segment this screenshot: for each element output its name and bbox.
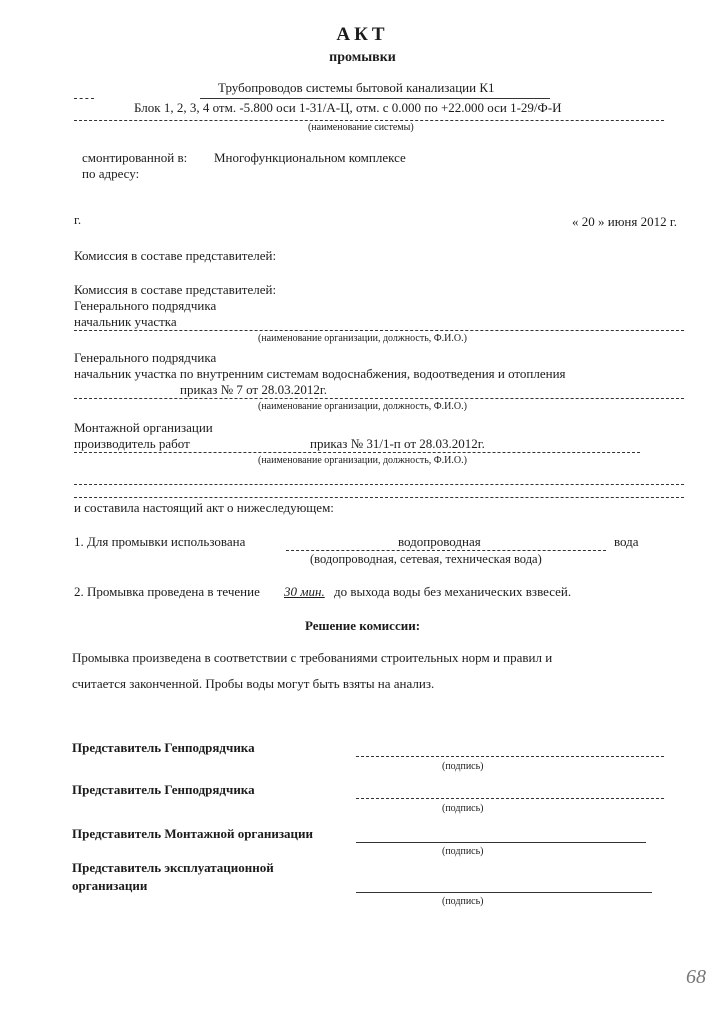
item1-caption: (водопроводная, сетевая, техническая вода) <box>310 552 542 566</box>
fill-line <box>74 497 684 498</box>
fill-line <box>74 452 640 453</box>
rep1-position: начальник участка <box>74 314 177 329</box>
signature-caption: (подпись) <box>442 761 484 772</box>
rep2-caption: (наименование организации, должность, Ф.И.О.) <box>258 401 467 412</box>
fill-line <box>74 330 684 331</box>
fill-line <box>74 120 664 121</box>
item2-suffix: до выхода воды без механических взвесей. <box>334 584 572 599</box>
mounted-value: Многофункциональном комплексе <box>214 150 406 165</box>
signature-label-installer: Представитель Монтажной организации <box>72 826 314 841</box>
signature-caption: (подпись) <box>442 896 484 907</box>
act-subtitle: промывки <box>329 50 396 65</box>
signature-label-operator-line2: организации <box>72 878 148 893</box>
item2-prefix: 2. Промывка проведена в течение <box>74 584 260 599</box>
address-label: по адресу: <box>82 166 140 181</box>
signature-caption: (подпись) <box>442 803 484 814</box>
fill-line <box>74 98 94 99</box>
rep3-order: приказ № 31/1-п от 28.03.2012г. <box>310 436 485 451</box>
rep2-position: начальник участка по внутренним системам водоснабжения, водоотведения и отопления <box>74 366 566 381</box>
act-date: « 20 » июня 2012 г. <box>572 214 677 229</box>
decision-text-line2: считается законченной. Пробы воды могут быть взяты на анализ. <box>72 676 435 691</box>
system-caption: (наименование системы) <box>308 122 414 133</box>
fill-line <box>286 550 606 551</box>
signature-line <box>356 756 664 757</box>
page-number-mark: 68 <box>686 966 706 988</box>
item1-prefix: 1. Для промывки использована <box>74 534 246 549</box>
commission-intro-repeat: Комиссия в составе представителей: <box>74 282 277 297</box>
signature-label-operator-line1: Представитель эксплуатационной <box>72 860 274 875</box>
act-title: АКТ <box>336 24 389 45</box>
decision-text-line1: Промывка произведена в соответствии с требованиями строительных норм и правил и <box>72 650 553 665</box>
rep1-organization: Генерального подрядчика <box>74 298 217 313</box>
signature-label-general-contractor-2: Представитель Генподрядчика <box>72 782 255 797</box>
signature-line <box>356 842 646 843</box>
system-name-line1: Трубопроводов системы бытовой канализации К1 <box>218 80 495 95</box>
item1-value: водопроводная <box>398 534 481 549</box>
signature-caption: (подпись) <box>442 846 484 857</box>
fill-line <box>74 484 684 485</box>
rep2-organization: Генерального подрядчика <box>74 350 217 365</box>
decision-heading: Решение комиссии: <box>304 618 421 633</box>
commission-intro: Комиссия в составе представителей: <box>74 248 277 263</box>
mounted-label: смонтированной в: <box>82 150 188 165</box>
signature-line <box>356 798 664 799</box>
signature-line <box>356 892 652 893</box>
system-name-line2: Блок 1, 2, 3, 4 отм. -5.800 оси 1-31/А-Ц, отм. с 0.000 по +22.000 оси 1-29/Ф-И <box>134 100 562 115</box>
rep3-caption: (наименование организации, должность, Ф.И.О.) <box>258 455 467 466</box>
item1-suffix: вода <box>614 534 639 549</box>
city-label: г. <box>74 212 82 227</box>
fill-line <box>200 98 550 99</box>
rep3-organization: Монтажной организации <box>74 420 213 435</box>
signature-label-general-contractor-1: Представитель Генподрядчика <box>72 740 255 755</box>
rep2-order: приказ № 7 от 28.03.2012г. <box>180 382 327 397</box>
rep3-position: производитель работ <box>74 436 190 451</box>
item2-value: 30 мин. <box>284 584 325 599</box>
fill-line <box>74 398 684 399</box>
rep1-caption: (наименование организации, должность, Ф.И.О.) <box>258 333 467 344</box>
act-compiled-text: и составила настоящий акт о нижеследующем: <box>74 500 334 515</box>
